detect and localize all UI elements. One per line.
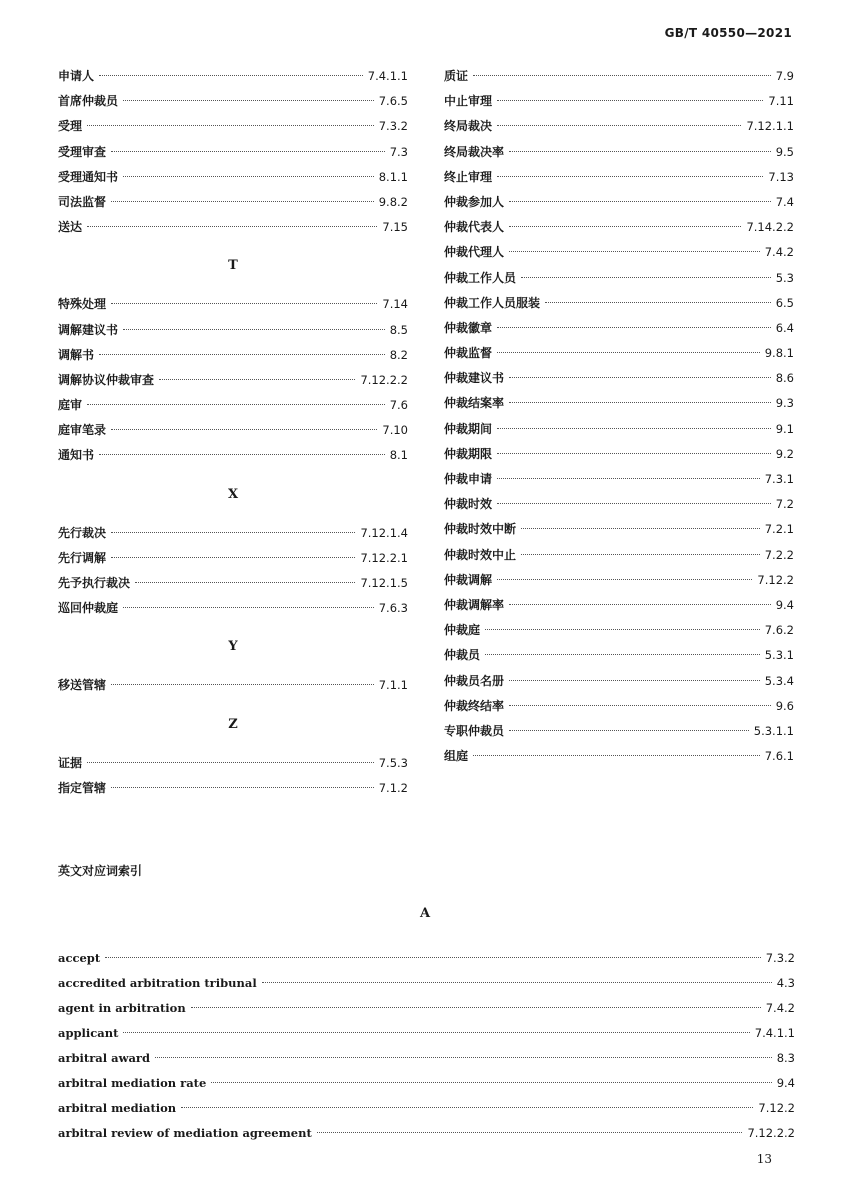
right-index-column [444,64,794,769]
index-reference: 7.6.2 [764,623,794,638]
index-entry [58,1096,795,1121]
index-entry [444,64,794,89]
index-reference: 7.12.2 [757,572,794,587]
index-term: 仲裁监督 [444,346,493,361]
index-term: 司法监督 [58,194,107,209]
index-entry [58,114,408,139]
index-entry [444,417,794,442]
index-reference: 7.12.1.4 [360,525,408,540]
index-entry [444,89,794,114]
dot-leader [111,429,377,430]
index-reference: 7.6.3 [378,601,408,616]
index-entry [444,568,794,593]
index-term: 终局裁决 [444,119,493,134]
index-term: 先行调解 [58,550,107,565]
index-term: 仲裁时效中断 [444,522,517,537]
dot-leader [123,1032,749,1033]
index-reference: 7.3.1 [764,472,794,486]
index-reference: 7.2 [775,497,794,512]
index-entry [444,140,794,165]
dot-leader [485,654,760,655]
index-reference: 8.1 [389,448,408,463]
index-reference: 7.6 [389,398,408,413]
index-reference: 7.14.2.2 [746,220,794,235]
index-reference: 7.14 [382,297,408,312]
dot-leader [111,151,385,152]
index-entry [58,190,408,215]
index-term: 先行裁决 [58,525,107,540]
index-reference: 7.12.2.2 [747,1126,795,1140]
index-entry [444,643,794,668]
index-reference: 7.12.2.1 [360,550,408,565]
index-term: arbitral award [58,1051,151,1065]
dot-leader [87,762,374,763]
index-term: 调解书 [58,347,95,362]
index-entry [58,418,408,443]
index-reference: 7.10 [382,423,408,438]
index-entry [58,1121,795,1146]
index-reference: 7.1.1 [378,678,408,693]
index-reference: 8.5 [389,322,408,337]
index-term: 受理 [58,119,83,134]
index-term: accept [58,951,101,965]
index-entry [58,1046,795,1071]
index-reference: 7.12.2.2 [360,372,408,387]
index-entry [58,946,795,971]
index-letter-heading: X [227,486,239,502]
dot-leader [111,201,374,202]
dot-leader [99,454,385,455]
dot-leader [123,100,374,101]
index-reference: 9.2 [775,446,794,461]
index-reference: 7.3.2 [378,119,408,134]
index-entry [444,266,794,291]
index-term: applicant [58,1026,119,1040]
index-entry [58,343,408,368]
document-code: GB/T 40550—2021 [664,26,792,40]
index-entry [58,368,408,393]
index-term: 仲裁申请 [444,472,493,486]
dot-leader [545,302,771,303]
index-reference: 8.3 [776,1051,795,1065]
index-term: 仲裁调解 [444,572,493,587]
index-entry [58,971,795,996]
index-reference: 7.3 [389,144,408,159]
dot-leader [497,453,771,454]
index-term: 仲裁期限 [444,446,493,461]
index-term: 指定管辖 [58,780,107,795]
index-entry [444,467,794,492]
index-entry [58,596,408,621]
index-reference: 9.3 [775,396,794,411]
index-term: 调解协议仲裁审查 [58,372,155,387]
index-term: 中止审理 [444,94,493,109]
index-reference: 7.12.1.1 [746,119,794,134]
index-term: 受理审查 [58,144,107,159]
dot-leader [485,629,760,630]
index-term: 仲裁时效中止 [444,547,517,562]
dot-leader [99,75,363,76]
index-entry [444,618,794,643]
index-reference: 7.12.2 [758,1101,795,1115]
index-entry [444,517,794,542]
index-term: 先予执行裁决 [58,576,131,590]
english-index-letter-heading: A [419,906,431,921]
index-entry [58,140,408,165]
index-reference: 9.1 [775,421,794,436]
dot-leader [87,125,374,126]
index-entry [444,719,794,744]
index-entry [444,240,794,265]
index-entry [58,776,408,801]
index-entry [444,316,794,341]
index-reference: 8.1.1 [378,169,408,184]
dot-leader [521,528,760,529]
index-term: 质证 [444,69,469,83]
index-entry [58,571,408,596]
dot-leader [123,176,374,177]
index-term: 仲裁参加人 [444,194,505,209]
index-reference: 8.6 [775,371,794,386]
index-term: 专职仲裁员 [444,723,505,738]
index-entry [444,190,794,215]
index-reference: 9.6 [775,698,794,713]
index-term: 庭审 [58,398,83,413]
index-entry [444,543,794,568]
dot-leader [123,607,374,608]
index-entry [444,442,794,467]
dot-leader [99,354,385,355]
dot-leader [87,226,377,227]
index-entry [444,391,794,416]
index-reference: 7.15 [382,220,408,235]
index-term: arbitral review of mediation agreement [58,1126,312,1140]
index-entry [444,341,794,366]
index-entry [58,521,408,546]
dot-leader [521,554,760,555]
index-entry [444,165,794,190]
english-index-list [58,946,795,1146]
index-reference: 7.4.1.1 [367,69,408,83]
index-reference: 7.4.2 [764,245,794,260]
index-term: 仲裁调解率 [444,597,505,612]
index-term: 仲裁结案率 [444,396,505,411]
dot-leader [155,1057,772,1058]
index-reference: 7.11 [768,94,794,109]
index-entry [58,318,408,343]
index-reference: 7.13 [768,169,794,184]
index-reference: 5.3.1 [764,648,794,663]
index-reference: 6.4 [775,320,794,335]
index-entry [58,443,408,468]
index-reference: 6.5 [775,295,794,310]
index-term: 仲裁建议书 [444,371,505,386]
dot-leader [497,100,763,101]
index-term: 证据 [58,755,83,770]
index-reference: 7.4.1.1 [754,1026,795,1040]
index-reference: 7.5.3 [378,755,408,770]
dot-leader [181,1107,753,1108]
index-term: 仲裁终结率 [444,698,505,713]
index-entry [444,669,794,694]
index-reference: 7.2.1 [764,522,794,537]
index-reference: 7.6.5 [378,94,408,109]
index-entry [58,673,408,698]
index-term: 调解建议书 [58,322,119,337]
index-reference: 5.3.4 [764,673,794,688]
dot-leader [473,75,771,76]
dot-leader [87,404,385,405]
index-reference: 9.4 [775,597,794,612]
english-index-title: 英文对应词索引 [58,864,143,878]
dot-leader [497,176,763,177]
index-entry [444,291,794,316]
index-entry [58,165,408,190]
page-number: 13 [756,1152,772,1166]
dot-leader [509,377,771,378]
dot-leader [521,277,771,278]
index-entry [58,89,408,114]
dot-leader [509,151,771,152]
index-reference: 7.2.2 [764,547,794,562]
dot-leader [509,680,760,681]
index-entry [58,64,408,89]
dot-leader [509,226,741,227]
index-entry [444,744,794,769]
dot-leader [159,379,355,380]
index-reference: 7.4 [775,194,794,209]
index-reference: 5.3 [775,270,794,285]
index-term: 终局裁决率 [444,144,505,159]
index-reference: 7.12.1.5 [360,576,408,590]
dot-leader [111,684,374,685]
index-reference: 7.9 [775,69,794,83]
index-entry [58,1021,795,1046]
dot-leader [497,478,760,479]
index-reference: 9.8.2 [378,194,408,209]
index-reference: 7.6.1 [764,749,794,764]
dot-leader [105,957,761,958]
dot-leader [509,604,771,605]
index-term: arbitral mediation [58,1101,177,1115]
index-entry [444,593,794,618]
index-entry [58,292,408,317]
index-reference: 7.1.2 [378,780,408,795]
index-term: 送达 [58,220,83,235]
index-term: agent in arbitration [58,1001,186,1015]
dot-leader [262,982,772,983]
index-reference: 9.4 [776,1076,795,1090]
dot-leader [509,201,771,202]
index-entry [58,751,408,776]
index-entry [58,1071,795,1096]
index-term: 仲裁时效 [444,497,493,512]
dot-leader [509,705,771,706]
index-term: 申请人 [58,69,95,83]
left-index-column [58,64,408,801]
index-term: 仲裁工作人员服装 [444,295,541,310]
index-entry [58,996,795,1021]
index-entry [58,393,408,418]
index-term: 受理通知书 [58,169,119,184]
index-term: 庭审笔录 [58,423,107,438]
index-term: 特殊处理 [58,297,107,312]
dot-leader [509,730,749,731]
index-letter-heading: T [228,258,238,274]
dot-leader [191,1007,761,1008]
index-reference: 9.5 [775,144,794,159]
index-entry [444,694,794,719]
index-term: 仲裁员 [444,648,481,663]
index-reference: 9.8.1 [764,346,794,361]
index-term: 仲裁期间 [444,421,493,436]
dot-leader [111,557,355,558]
index-reference: 8.2 [389,347,408,362]
index-term: 仲裁徽章 [444,320,493,335]
dot-leader [111,303,377,304]
index-term: 通知书 [58,448,95,463]
index-entry [58,215,408,240]
index-term: arbitral mediation rate [58,1076,207,1090]
dot-leader [497,579,752,580]
index-term: 组庭 [444,749,469,764]
dot-leader [497,327,771,328]
dot-leader [509,251,760,252]
dot-leader [135,582,355,583]
index-term: 仲裁代理人 [444,245,505,260]
dot-leader [473,755,760,756]
dot-leader [317,1132,743,1133]
index-reference: 5.3.1.1 [753,723,794,738]
index-entry [444,492,794,517]
index-term: 终止审理 [444,169,493,184]
dot-leader [497,352,760,353]
index-term: 仲裁代表人 [444,220,505,235]
dot-leader [111,787,374,788]
index-letter-heading: Y [228,639,238,655]
dot-leader [497,125,741,126]
index-entry [444,366,794,391]
index-term: 仲裁工作人员 [444,270,517,285]
index-term: 巡回仲裁庭 [58,601,119,616]
index-term: accredited arbitration tribunal [58,976,257,990]
index-term: 首席仲裁员 [58,94,119,109]
index-letter-heading: Z [228,716,238,732]
index-term: 仲裁庭 [444,623,481,638]
index-reference: 4.3 [776,976,795,990]
index-entry [58,546,408,571]
dot-leader [111,532,355,533]
dot-leader [497,428,771,429]
dot-leader [497,503,771,504]
index-entry [444,114,794,139]
dot-leader [211,1082,771,1083]
dot-leader [509,402,771,403]
index-reference: 7.4.2 [765,1001,795,1015]
index-entry [444,215,794,240]
index-term: 仲裁员名册 [444,673,505,688]
dot-leader [123,329,385,330]
index-reference: 7.3.2 [765,951,795,965]
index-term: 移送管辖 [58,678,107,693]
